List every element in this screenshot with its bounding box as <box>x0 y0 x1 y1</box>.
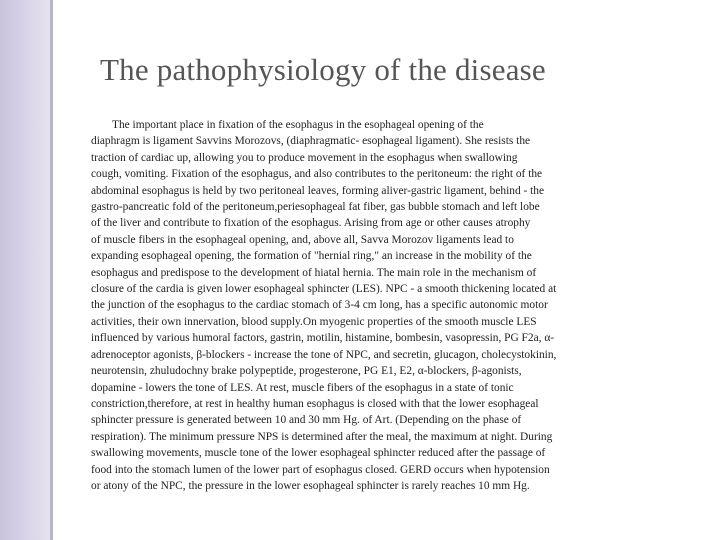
body-line: esophagus and predispose to the development of hiatal hernia. The main role in the mechanism of <box>91 266 537 279</box>
body-line: neurotensin, zhuludochny brake polypeptide, progesterone, PG E1, E2, α-blockers, β-agonists, <box>91 365 522 378</box>
body-line: sphincter pressure is generated between 10 and 30 mm Hg. of Art. (Depending on the phase of <box>91 414 522 427</box>
body-line: of muscle fibers in the esophageal opening, and, above all, Savva Morozov ligaments lead to <box>91 233 514 246</box>
body-line: diaphragm is ligament Savvins Morozovs, (diaphragmatic- esophageal ligament). She resists the <box>91 135 531 148</box>
body-line: swallowing movements, muscle tone of the lower esophageal sphincter reduced after the passage of <box>91 447 546 460</box>
body-paragraph <box>91 117 679 494</box>
body-line: cough, vomiting. Fixation of the esophagus, and also contributes to the peritoneum: the right of the <box>91 168 543 181</box>
band-edge-line <box>50 0 53 540</box>
body-line: or atony of the NPC, the pressure in the lower esophageal sphincter is rarely reaches 10 mm Hg. <box>91 479 530 492</box>
body-line: activities, their own innervation, blood supply.On myogenic properties of the smooth muscle LES <box>91 315 537 328</box>
body-line: influenced by various humoral factors, gastrin, motilin, histamine, bombesin, vasopressin, PG F2a, α- <box>91 332 555 345</box>
body-line: dopamine - lowers the tone of LES. At rest, muscle fibers of the esophagus in a state of tonic <box>91 381 514 394</box>
body-line: food into the stomach lumen of the lower part of esophagus closed. GERD occurs when hypotension <box>91 463 550 476</box>
body-line: The important place in fixation of the esophagus in the esophageal opening of the <box>112 119 484 131</box>
slide-title: The pathophysiology of the disease <box>100 52 546 87</box>
body-line: the junction of the esophagus to the cardiac stomach of 3-4 cm long, has a specific autonomic motor <box>91 299 548 312</box>
body-line: constriction,therefore, at rest in healthy human esophagus is closed with that the lower esophageal <box>91 397 539 410</box>
body-line: gastro-pancreatic fold of the peritoneum,periesophageal fat fiber, gas bubble stomach and left lobe <box>91 201 540 214</box>
body-line: of the liver and contribute to fixation of the esophagus. Arising from age or other causes atrophy <box>91 217 531 230</box>
body-line: respiration). The minimum pressure NPS is determined after the meal, the maximum at night. During <box>91 430 553 443</box>
body-line: adrenoceptor agonists, β-blockers - increase the tone of NPC, and secretin, glucagon, cholecystokinin, <box>91 348 557 361</box>
left-decorative-band <box>0 0 50 540</box>
body-line: closure of the cardia is given lower esophageal sphincter (LES). NPC - a smooth thickening located at <box>91 283 557 296</box>
body-line: abdominal esophagus is held by two peritoneal leaves, forming aliver-gastric ligament, behind - the <box>91 184 545 197</box>
body-line: expanding esophageal opening, the formation of "hernial ring," an increase in the mobility of the <box>91 250 532 263</box>
body-line: traction of cardiac up, allowing you to produce movement in the esophagus when swallowing <box>91 151 518 164</box>
